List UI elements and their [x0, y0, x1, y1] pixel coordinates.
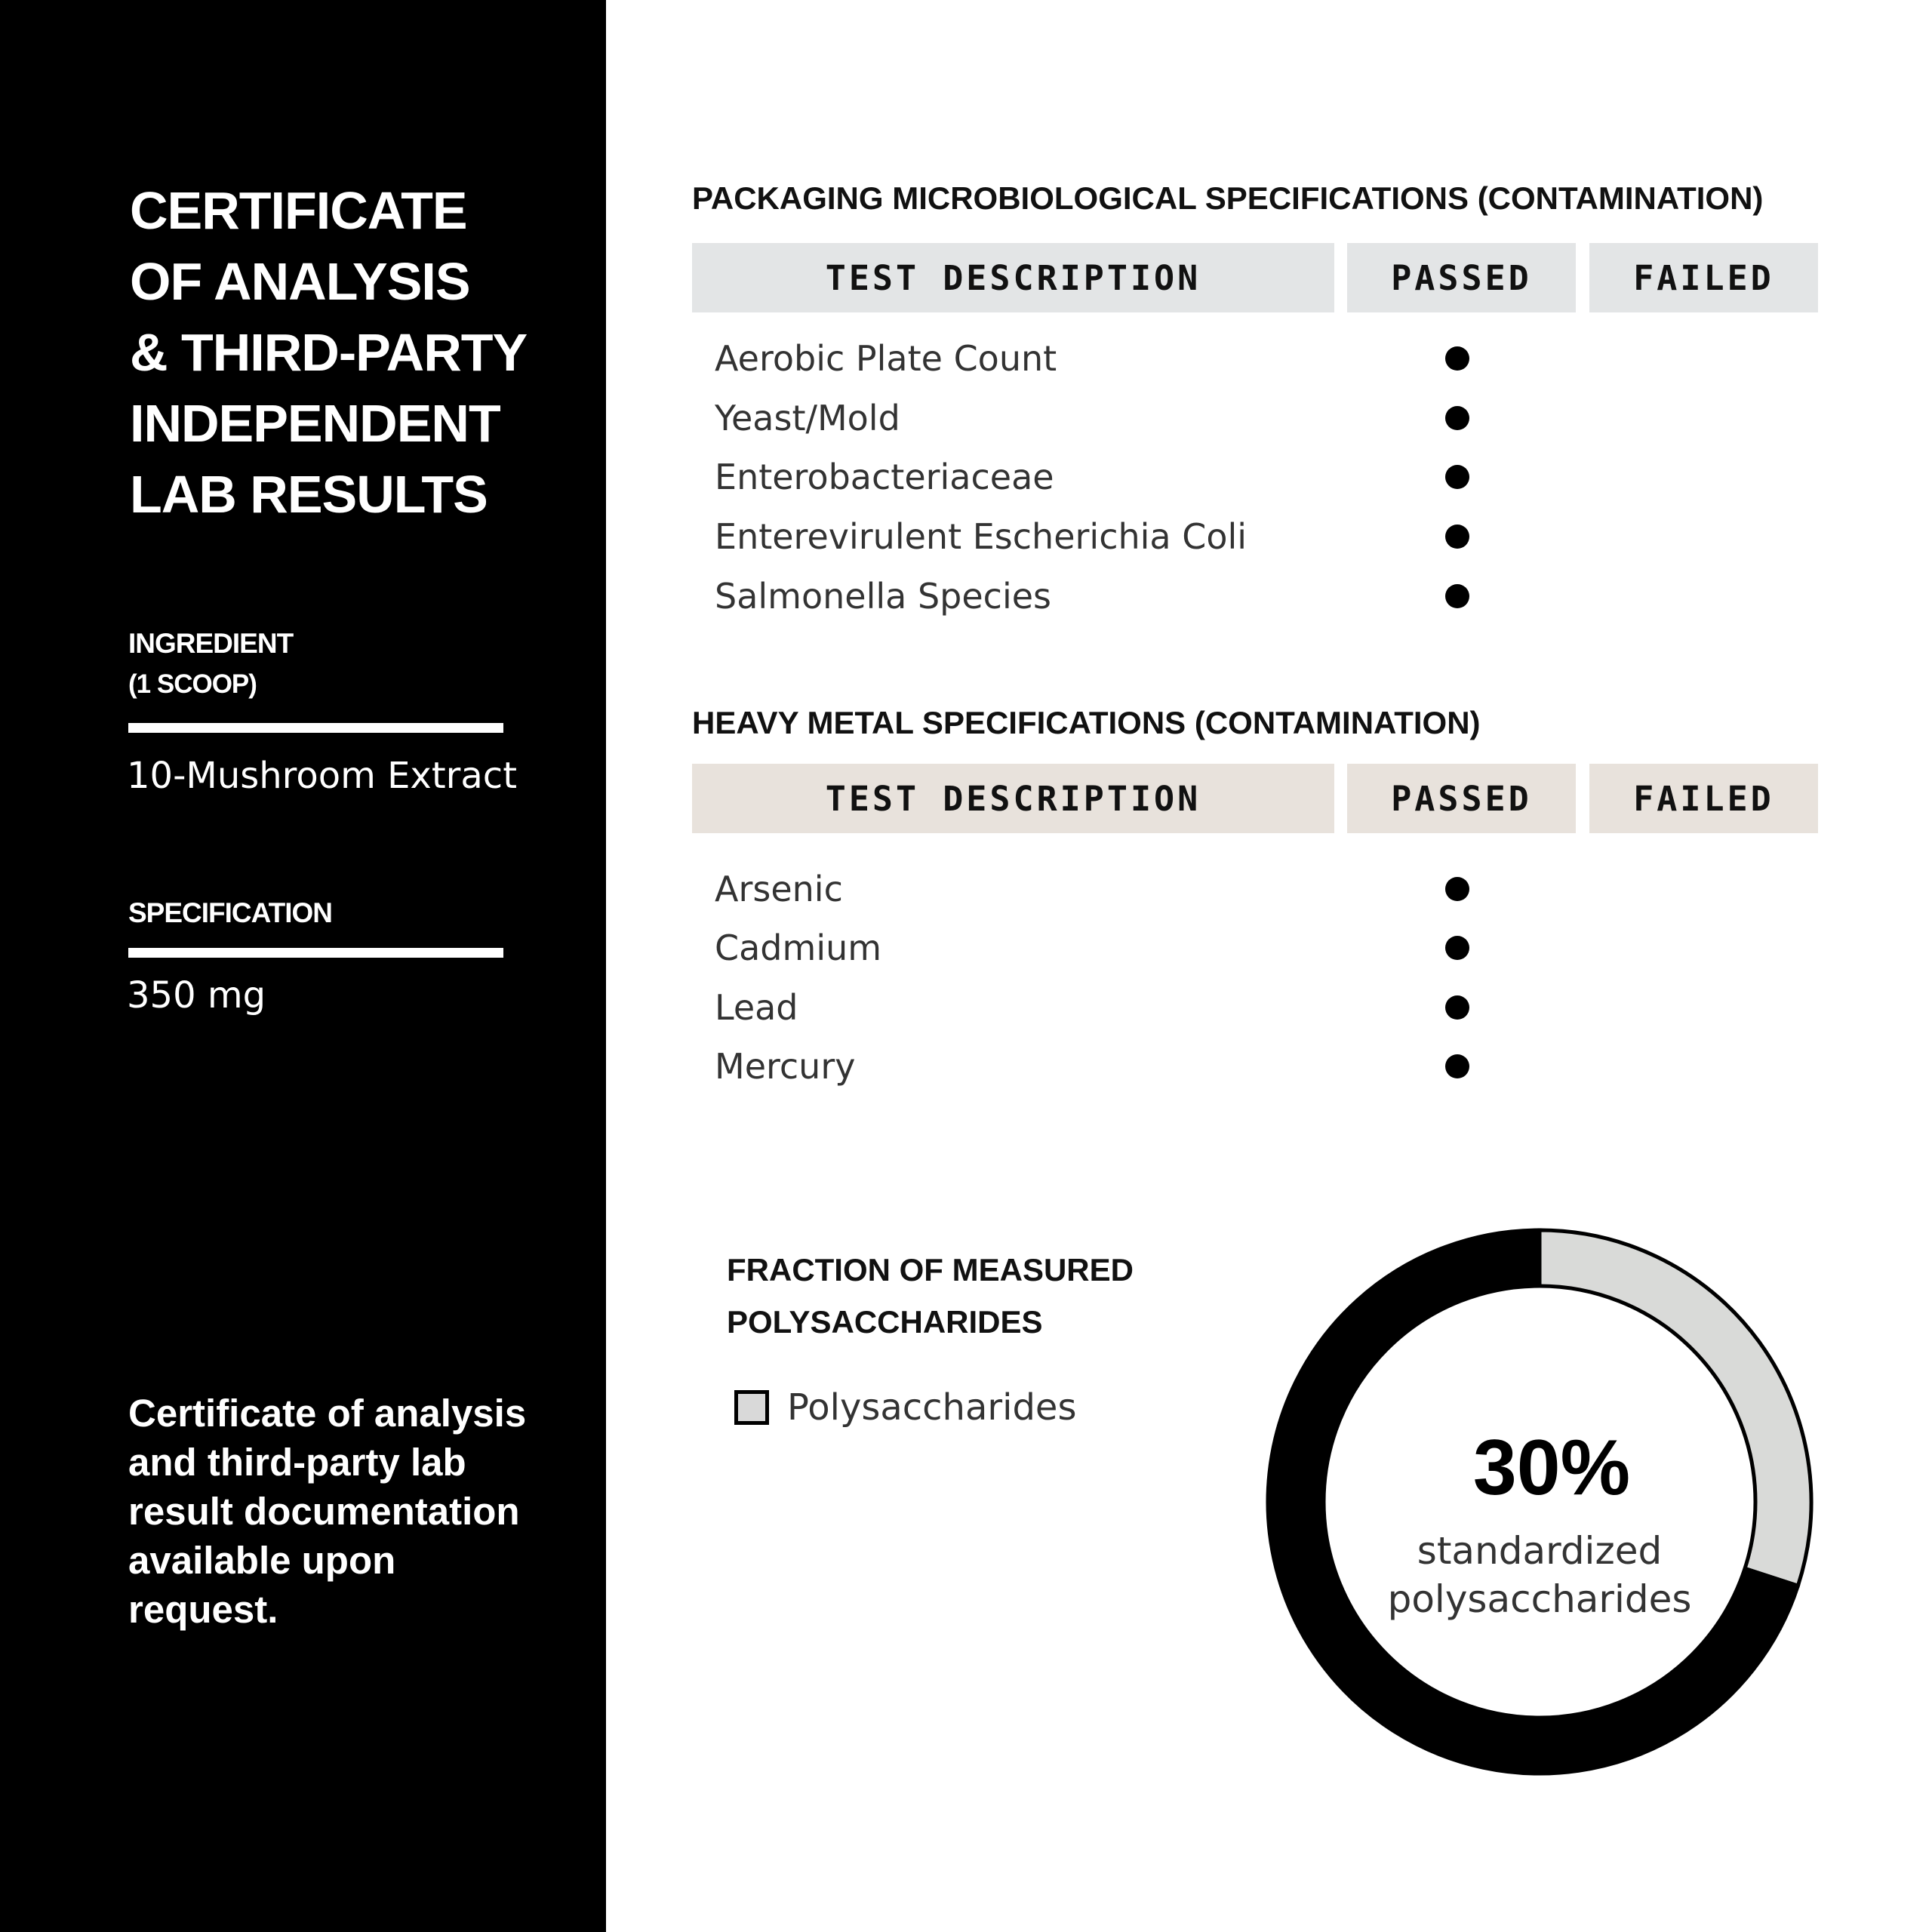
table-row — [0, 570, 1932, 623]
test-name: Enterevirulent Escherichia Coli — [715, 516, 1247, 557]
microbiological-title: PACKAGING MICROBIOLOGICAL SPECIFICATIONS (CONTAMINATION) — [692, 180, 1764, 216]
title-line: LAB RESULTS — [130, 465, 488, 524]
donut-center-value: 30% — [1472, 1424, 1631, 1512]
column-header-failed: FAILED — [1589, 243, 1818, 312]
table-row — [0, 981, 1932, 1034]
passed-dot-icon — [1445, 1054, 1469, 1078]
test-name: Arsenic — [715, 869, 843, 909]
table-row — [0, 332, 1932, 385]
specification-value: 350 mg — [127, 974, 266, 1017]
fraction-title-line: POLYSACCHARIDES — [727, 1304, 1043, 1340]
note-line: Certificate of analysis — [128, 1392, 527, 1435]
donut-center-sub-line: polysaccharides — [1387, 1577, 1692, 1621]
heavy-metal-title: HEAVY METAL SPECIFICATIONS (CONTAMINATION) — [692, 705, 1481, 740]
ingredient-label-line: (1 SCOOP) — [128, 669, 257, 699]
ingredient-value: 10-Mushroom Extract — [127, 755, 518, 797]
passed-dot-icon — [1445, 936, 1469, 960]
column-header-test-description: TEST DESCRIPTION — [692, 243, 1334, 312]
passed-dot-icon — [1445, 406, 1469, 430]
column-header-passed: PASSED — [1347, 243, 1576, 312]
table-row — [0, 863, 1932, 915]
availability-note — [128, 1389, 581, 1634]
table-row — [0, 921, 1932, 974]
column-header-failed: FAILED — [1589, 764, 1818, 833]
fraction-title — [727, 1244, 1134, 1348]
test-name: Enterobacteriaceae — [715, 457, 1054, 497]
note-line: request. — [128, 1588, 278, 1631]
note-line: available upon — [128, 1539, 396, 1582]
table-row — [0, 451, 1932, 503]
ingredient-label — [128, 623, 293, 705]
ingredient-label-line: INGREDIENT — [128, 628, 294, 659]
donut-center-sub-line: standardized — [1417, 1529, 1663, 1573]
passed-dot-icon — [1445, 877, 1469, 901]
column-header-test-description: TEST DESCRIPTION — [692, 764, 1334, 833]
polysaccharide-donut-chart — [1253, 1215, 1826, 1789]
passed-dot-icon — [1445, 995, 1469, 1020]
test-name: Lead — [715, 987, 798, 1028]
specification-label: SPECIFICATION — [128, 897, 332, 928]
chart-legend — [734, 1385, 1076, 1430]
test-name: Aerobic Plate Count — [715, 338, 1057, 379]
passed-dot-icon — [1445, 525, 1469, 549]
passed-dot-icon — [1445, 346, 1469, 371]
title-line: INDEPENDENT — [130, 394, 500, 453]
ingredient-divider — [128, 723, 503, 733]
column-header-passed: PASSED — [1347, 764, 1576, 833]
note-line: result documentation — [128, 1490, 520, 1533]
test-name: Salmonella Species — [715, 576, 1051, 617]
test-name: Mercury — [715, 1046, 856, 1087]
microbiological-table-header — [0, 243, 1932, 312]
title-line: & THIRD-PARTY — [130, 323, 528, 382]
fraction-title-line: FRACTION OF MEASURED — [727, 1252, 1134, 1287]
test-name: Yeast/Mold — [715, 398, 900, 438]
heavy-metal-table-header — [0, 764, 1932, 833]
test-name: Cadmium — [715, 928, 882, 968]
table-row — [0, 1040, 1932, 1093]
legend-swatch — [734, 1390, 769, 1425]
note-line: and third-party lab — [128, 1441, 466, 1484]
passed-dot-icon — [1445, 584, 1469, 608]
table-row — [0, 392, 1932, 445]
passed-dot-icon — [1445, 465, 1469, 489]
title-line: CERTIFICATE — [130, 181, 467, 240]
legend-label: Polysaccharides — [787, 1386, 1077, 1429]
title-line: OF ANALYSIS — [130, 252, 470, 311]
table-row — [0, 510, 1932, 563]
